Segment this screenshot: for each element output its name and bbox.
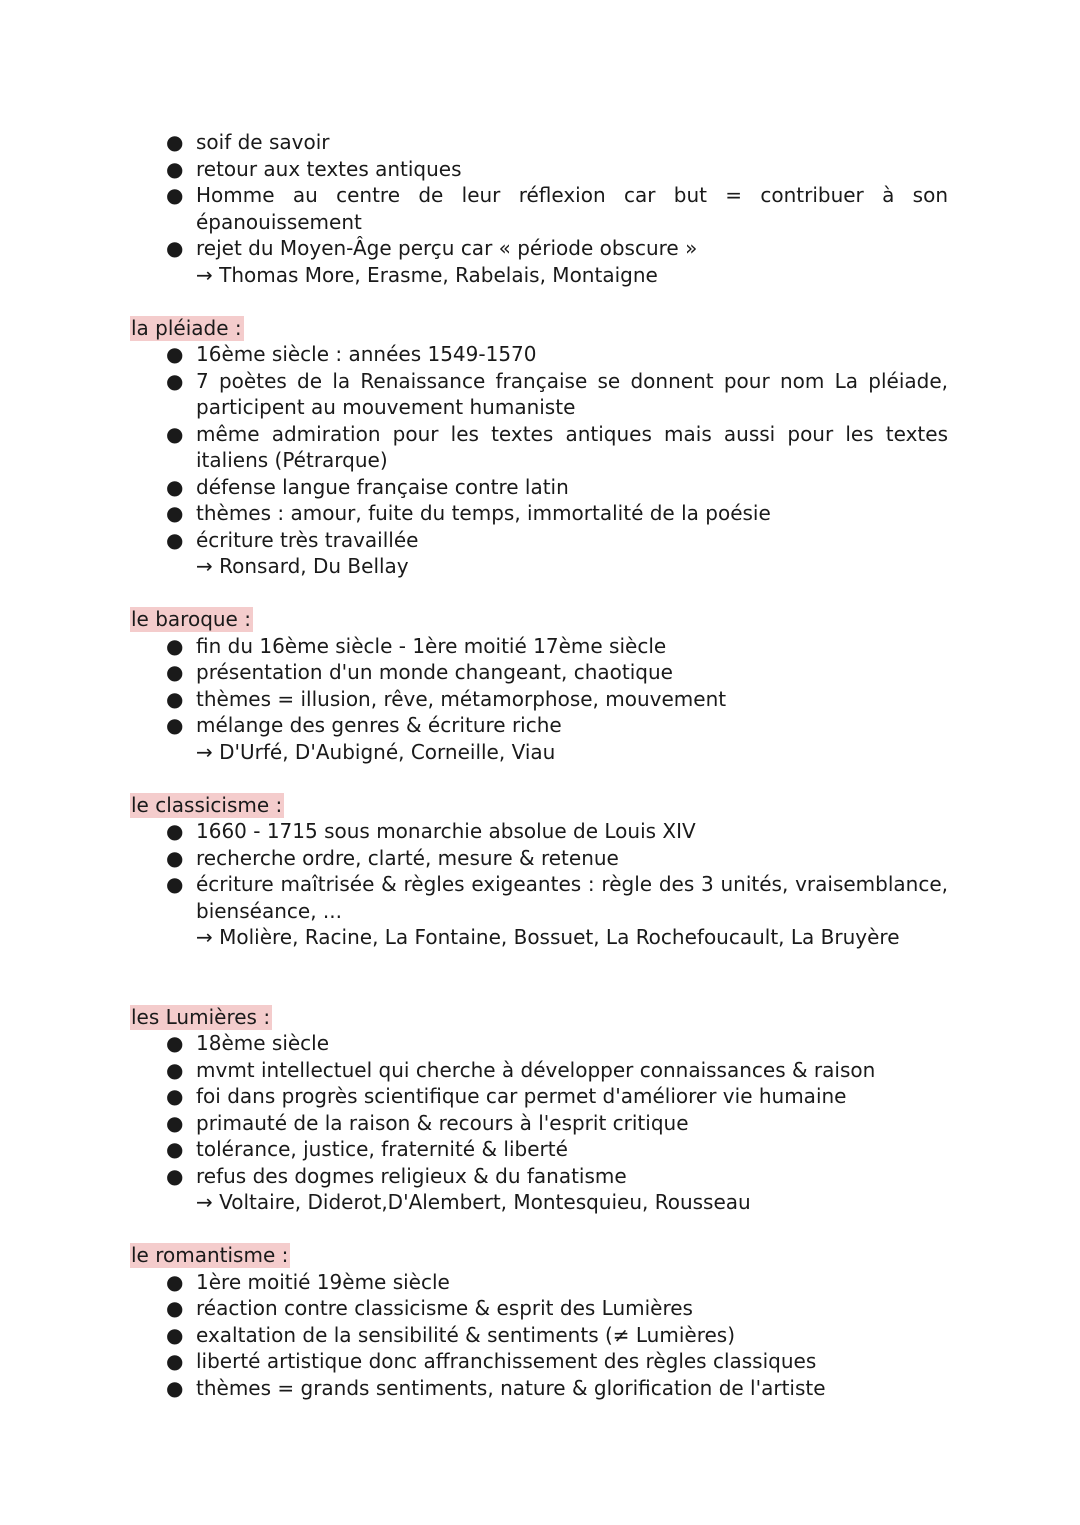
- bullet-icon: ●: [166, 183, 184, 207]
- bullet-icon: ●: [166, 1057, 184, 1082]
- bullet-icon: ●: [166, 1349, 184, 1373]
- bullet-icon: ●: [166, 872, 184, 896]
- list-item: ● rejet du Moyen-Âge perçu car « période obscure »: [166, 236, 698, 260]
- bullet-icon: ●: [166, 368, 184, 393]
- list-item: ● liberté artistique donc affranchissement des règles classiques: [166, 1349, 817, 1373]
- list-item: ● écriture maîtrisée & règles exigeantes : règle des 3 unités, vraisemblance, bienséance, ...: [166, 872, 948, 923]
- list-item: ● défense langue française contre latin: [166, 474, 569, 499]
- list-item: ● thèmes = illusion, rêve, métamorphose, mouvement: [166, 686, 727, 711]
- bullet-list: [0, 341, 1080, 553]
- authors-line: → D'Urfé, D'Aubigné, Corneille, Viau: [196, 739, 556, 764]
- bullet-icon: ●: [166, 713, 184, 737]
- list-item: ● 16ème siècle : années 1549-1570: [166, 342, 537, 366]
- list-item: ● 18ème siècle: [166, 1031, 330, 1055]
- bullet-icon: ●: [166, 1110, 184, 1135]
- authors-line: → Molière, Racine, La Fontaine, Bossuet, La Rochefoucault, La Bruyère: [196, 925, 900, 949]
- list-item: ● soif de savoir: [166, 130, 330, 154]
- bullet-list: [0, 633, 1080, 739]
- bullet-icon: ●: [166, 342, 184, 366]
- bullet-icon: ●: [166, 845, 184, 870]
- list-item: ● même admiration pour les textes antiques mais aussi pour les textes italiens (Pétrarque): [166, 421, 948, 472]
- list-item: ● présentation d'un monde changeant, chaotique: [166, 660, 673, 684]
- section-heading: les Lumières :: [131, 1004, 271, 1029]
- section-humanisme: [0, 129, 1080, 288]
- bullet-icon: ●: [166, 1375, 184, 1400]
- list-item: ● Homme au centre de leur réflexion car but = contribuer à son épanouissement: [166, 183, 948, 234]
- list-item: ● retour aux textes antiques: [166, 156, 462, 181]
- bullet-icon: ●: [166, 501, 184, 525]
- bullet-icon: ●: [166, 236, 184, 260]
- list-item: ● mélange des genres & écriture riche: [166, 713, 562, 737]
- bullet-icon: ●: [166, 819, 184, 843]
- list-item: ● recherche ordre, clarté, mesure & retenue: [166, 845, 619, 870]
- bullet-icon: ●: [166, 1269, 184, 1294]
- bullet-list: [0, 1269, 1080, 1402]
- bullet-icon: ●: [166, 633, 184, 658]
- bullet-icon: ●: [166, 1137, 184, 1161]
- bullet-list: [0, 1030, 1080, 1189]
- section-heading: le baroque :: [131, 607, 251, 631]
- list-item: ● exaltation de la sensibilité & sentiments (≠ Lumières): [166, 1322, 736, 1347]
- list-item: ● 1ère moitié 19ème siècle: [166, 1269, 450, 1294]
- authors-line: → Thomas More, Erasme, Rabelais, Montaigne: [196, 262, 658, 287]
- bullet-list: [0, 129, 1080, 262]
- bullet-icon: ●: [166, 474, 184, 499]
- list-item: ● refus des dogmes religieux & du fanatisme: [166, 1163, 627, 1188]
- bullet-icon: ●: [166, 1322, 184, 1347]
- list-item: ● 1660 - 1715 sous monarchie absolue de Louis XIV: [166, 819, 696, 843]
- bullet-icon: ●: [166, 156, 184, 181]
- notes-page: [0, 129, 1080, 1401]
- list-item: ● foi dans progrès scientifique car permet d'améliorer vie humaine: [166, 1084, 847, 1108]
- bullet-icon: ●: [166, 1163, 184, 1188]
- bullet-list: [0, 818, 1080, 924]
- bullet-icon: ●: [166, 527, 184, 552]
- section-baroque: [0, 606, 1080, 765]
- list-item: ● thèmes : amour, fuite du temps, immortalité de la poésie: [166, 501, 771, 525]
- list-item: ● mvmt intellectuel qui cherche à développer connaissances & raison: [166, 1057, 876, 1082]
- list-item: ● primauté de la raison & recours à l'esprit critique: [166, 1110, 689, 1135]
- section-heading: le romantisme :: [131, 1243, 289, 1267]
- bullet-icon: ●: [166, 1084, 184, 1108]
- list-item: ● écriture très travaillée: [166, 527, 419, 552]
- bullet-icon: ●: [166, 1296, 184, 1320]
- list-item: ● thèmes = grands sentiments, nature & glorification de l'artiste: [166, 1375, 826, 1400]
- bullet-icon: ●: [166, 130, 184, 154]
- list-item: ● réaction contre classicisme & esprit des Lumières: [166, 1296, 693, 1320]
- authors-line: → Ronsard, Du Bellay: [196, 554, 409, 578]
- bullet-icon: ●: [166, 1031, 184, 1055]
- section-romantisme: [0, 1242, 1080, 1401]
- bullet-icon: ●: [166, 660, 184, 684]
- authors-line: → Voltaire, Diderot,D'Alembert, Montesquieu, Rousseau: [196, 1190, 751, 1214]
- section-pleiade: [0, 315, 1080, 580]
- list-item: ● fin du 16ème siècle - 1ère moitié 17ème siècle: [166, 633, 667, 658]
- section-classicisme: [0, 792, 1080, 951]
- section-lumieres: [0, 1004, 1080, 1216]
- section-heading: la pléiade :: [131, 315, 242, 340]
- list-item: ● 7 poètes de la Renaissance française se donnent pour nom La pléiade, participent au mouvement humaniste: [166, 368, 948, 419]
- section-heading: le classicisme :: [131, 792, 283, 817]
- bullet-icon: ●: [166, 421, 184, 446]
- bullet-icon: ●: [166, 686, 184, 711]
- list-item: ● tolérance, justice, fraternité & liberté: [166, 1137, 568, 1161]
